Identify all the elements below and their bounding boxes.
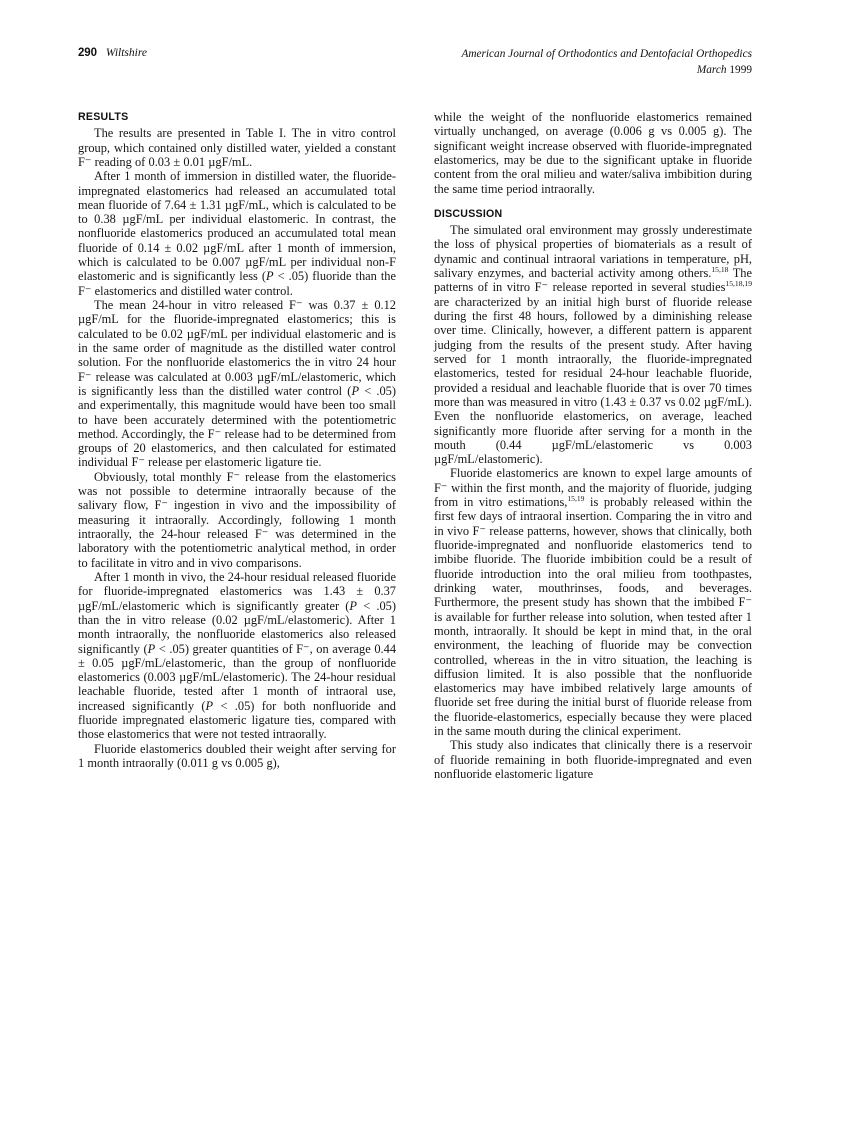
- running-head-left: [78, 47, 147, 59]
- two-column-body: [78, 110, 752, 1060]
- section-heading-discussion: DISCUSSION: [434, 207, 503, 220]
- results-paragraph-2: After 1 month of immersion in distilled water, the fluoride-impregnated elastomerics had released an accumulated total mean fluoride of 7.64 ± 1.31 µgF/mL, which is calculated to be to 0.38 µgF/mL per individual elastomeric. In contrast, the nonfluoride elastomerics produced an accumulated total mean fluoride of 0.14 ± 0.02 µgF/mL after 1 month of immersion, which is calculated to be 0.007 µgF/mL per individual non-F elastomeric and is significantly less (P < .05) fluoride than the F⁻ elastomerics and distilled water control.: [78, 169, 396, 298]
- running-head-right: [461, 47, 752, 78]
- journal-title: American Journal of Orthodontics and Dentofacial Orthopedics: [461, 48, 752, 60]
- results-paragraph-4: Obviously, total monthly F⁻ release from the elastomerics was not possible to determine intraorally because of the salivary flow, F⁻ ingestion in vivo and the impossibility of measuring it intraorally. Accordingly, following 1 month intraorally, the 24-hour released F⁻ was determined in the laboratory with the potentiometric analytical method, in order to facilitate in vitro and in vivo comparisons.: [78, 469, 396, 570]
- issue-month: March: [696, 63, 727, 76]
- page-number: 290: [78, 47, 97, 59]
- results-paragraph-3: The mean 24-hour in vitro released F⁻ was 0.37 ± 0.12 µgF/mL for the fluoride-impregnated elastomerics; this is calculated to be 0.02 µgF/mL per individual elastomeric and is in the same order of magnitude as the distilled water control solution. For the nonfluoride elastomerics the in vitro 24 hour F⁻ release was calculated at 0.003 µgF/mL/elastomeric, which is significantly less than the distilled water control (P < .05) and experimentally, this magnitude would have been too small to have been accurately determined with the potentiometric method. Accordingly, the F⁻ release had to be determined from groups of 20 elastomerics, and then calculated for estimated individual F⁻ release per elastomeric ligature tie.: [78, 298, 396, 470]
- discussion-paragraph-3: This study also indicates that clinically there is a reservoir of fluoride remaining in both fluoride-impregnated and even nonfluoride elastomeric ligature: [434, 738, 752, 782]
- running-head-author: Wiltshire: [105, 47, 147, 59]
- results-paragraph-6: Fluoride elastomerics doubled their weight after serving for 1 month intraorally (0.011 g vs 0.005 g),: [78, 741, 396, 771]
- results-paragraph-6-continuation: while the weight of the nonfluoride elastomerics remained virtually unchanged, on average (0.006 g vs 0.005 g). The significant weight increase observed with fluoride-impregnated elastomerics, may be due to the significant uptake in fluoride content from the oral milieu and water/saliva imbibition during the same time period intraorally.: [434, 110, 752, 196]
- section-heading-results: RESULTS: [78, 111, 129, 123]
- issue-year: 1999: [729, 63, 752, 76]
- right-column: [434, 110, 752, 1060]
- discussion-paragraph-1: The simulated oral environment may grossly underestimate the loss of physical properties of biomaterials as a result of dynamic and continual intraoral variations in temperature, pH, salivary enzymes, and bacterial activity among others.$^{15,18}$ The patterns of in vitro F⁻ release reported in several studies$^{15,18,19}$ are characterized by an initial high burst of fluoride release during the first 48 hours, followed by a diminishing release over time. Clinically, however, a different pattern is apparent judging from the results of the present study. After having served for 1 month intraorally, the fluoride-impregnated elastomerics, tested for residual 24-hour leachable fluoride, provided a residual and leachable fluoride that is over 70 times more than was measured in vitro (1.43 ± 0.37 vs 0.02 µgF/mL). Even the nonfluoride elastomerics, on average, leached significantly more fluoride after serving for a month in the mouth (0.44 µgF/mL/elastomeric vs 0.003 µgF/mL/elastomeric).: [434, 223, 752, 467]
- discussion-paragraph-2: Fluoride elastomerics are known to expel large amounts of F⁻ within the first month, and the majority of fluoride, judging from in vitro estimations,$^{15,19}$ is probably released within the first few days of intraoral insertion. Comparing the in vitro and in vivo F⁻ release patterns, however, shows that clinically, both fluoride-impregnated and nonfluoride elastomerics tend to imbibe fluoride. The fluoride imbibition could be a result of fluoride introduction into the oral milieu from toothpastes, drinking water, mouthrinses, foods, and beverages. Furthermore, the present study has shown that the imbibed F⁻ is available for further release into solution, when tested after 1 month, intraorally. It should be kept in mind that, in the oral environment, the leaching of fluoride may be convection controlled, whereas in the in vitro situation, the leaching is diffusion limited. It is also possible that the nonfluoride elastomerics may have imbibed relatively large amounts of fluoride set free during the initial burst of fluoride release from the fluoride-elastomerics, especially because they were placed in the same mouth during the clinical experiment.: [434, 466, 752, 739]
- results-paragraph-5: After 1 month in vivo, the 24-hour residual released fluoride for fluoride-impregnated elastomerics was 1.43 ± 0.37 µgF/mL/elastomeric which is significantly greater (P < .05) than the in vitro release (0.02 µgF/mL/elastomeric). After 1 month intraorally, the nonfluoride elastomerics also released significantly (P < .05) greater quantities of F⁻, on average 0.44 ± 0.05 µgF/mL/elastomeric, than the group of nonfluoride elastomerics (0.003 µgF/mL/elastomeric). The 24-hour residual leachable fluoride, tested after 1 month of intraoral use, increased significantly (P < .05) for both nonfluoride and fluoride impregnated elastomeric ligature ties, compared with those elastomerics that were not tested intraorally.: [78, 569, 397, 742]
- results-paragraph-1: The results are presented in Table I. The in vitro control group, which contained only distilled water, yielded a constant F⁻ reading of 0.03 ± 0.01 µgF/mL.: [78, 126, 396, 169]
- left-column: [78, 110, 396, 1060]
- issue-date: [461, 63, 752, 79]
- running-head: [78, 47, 752, 87]
